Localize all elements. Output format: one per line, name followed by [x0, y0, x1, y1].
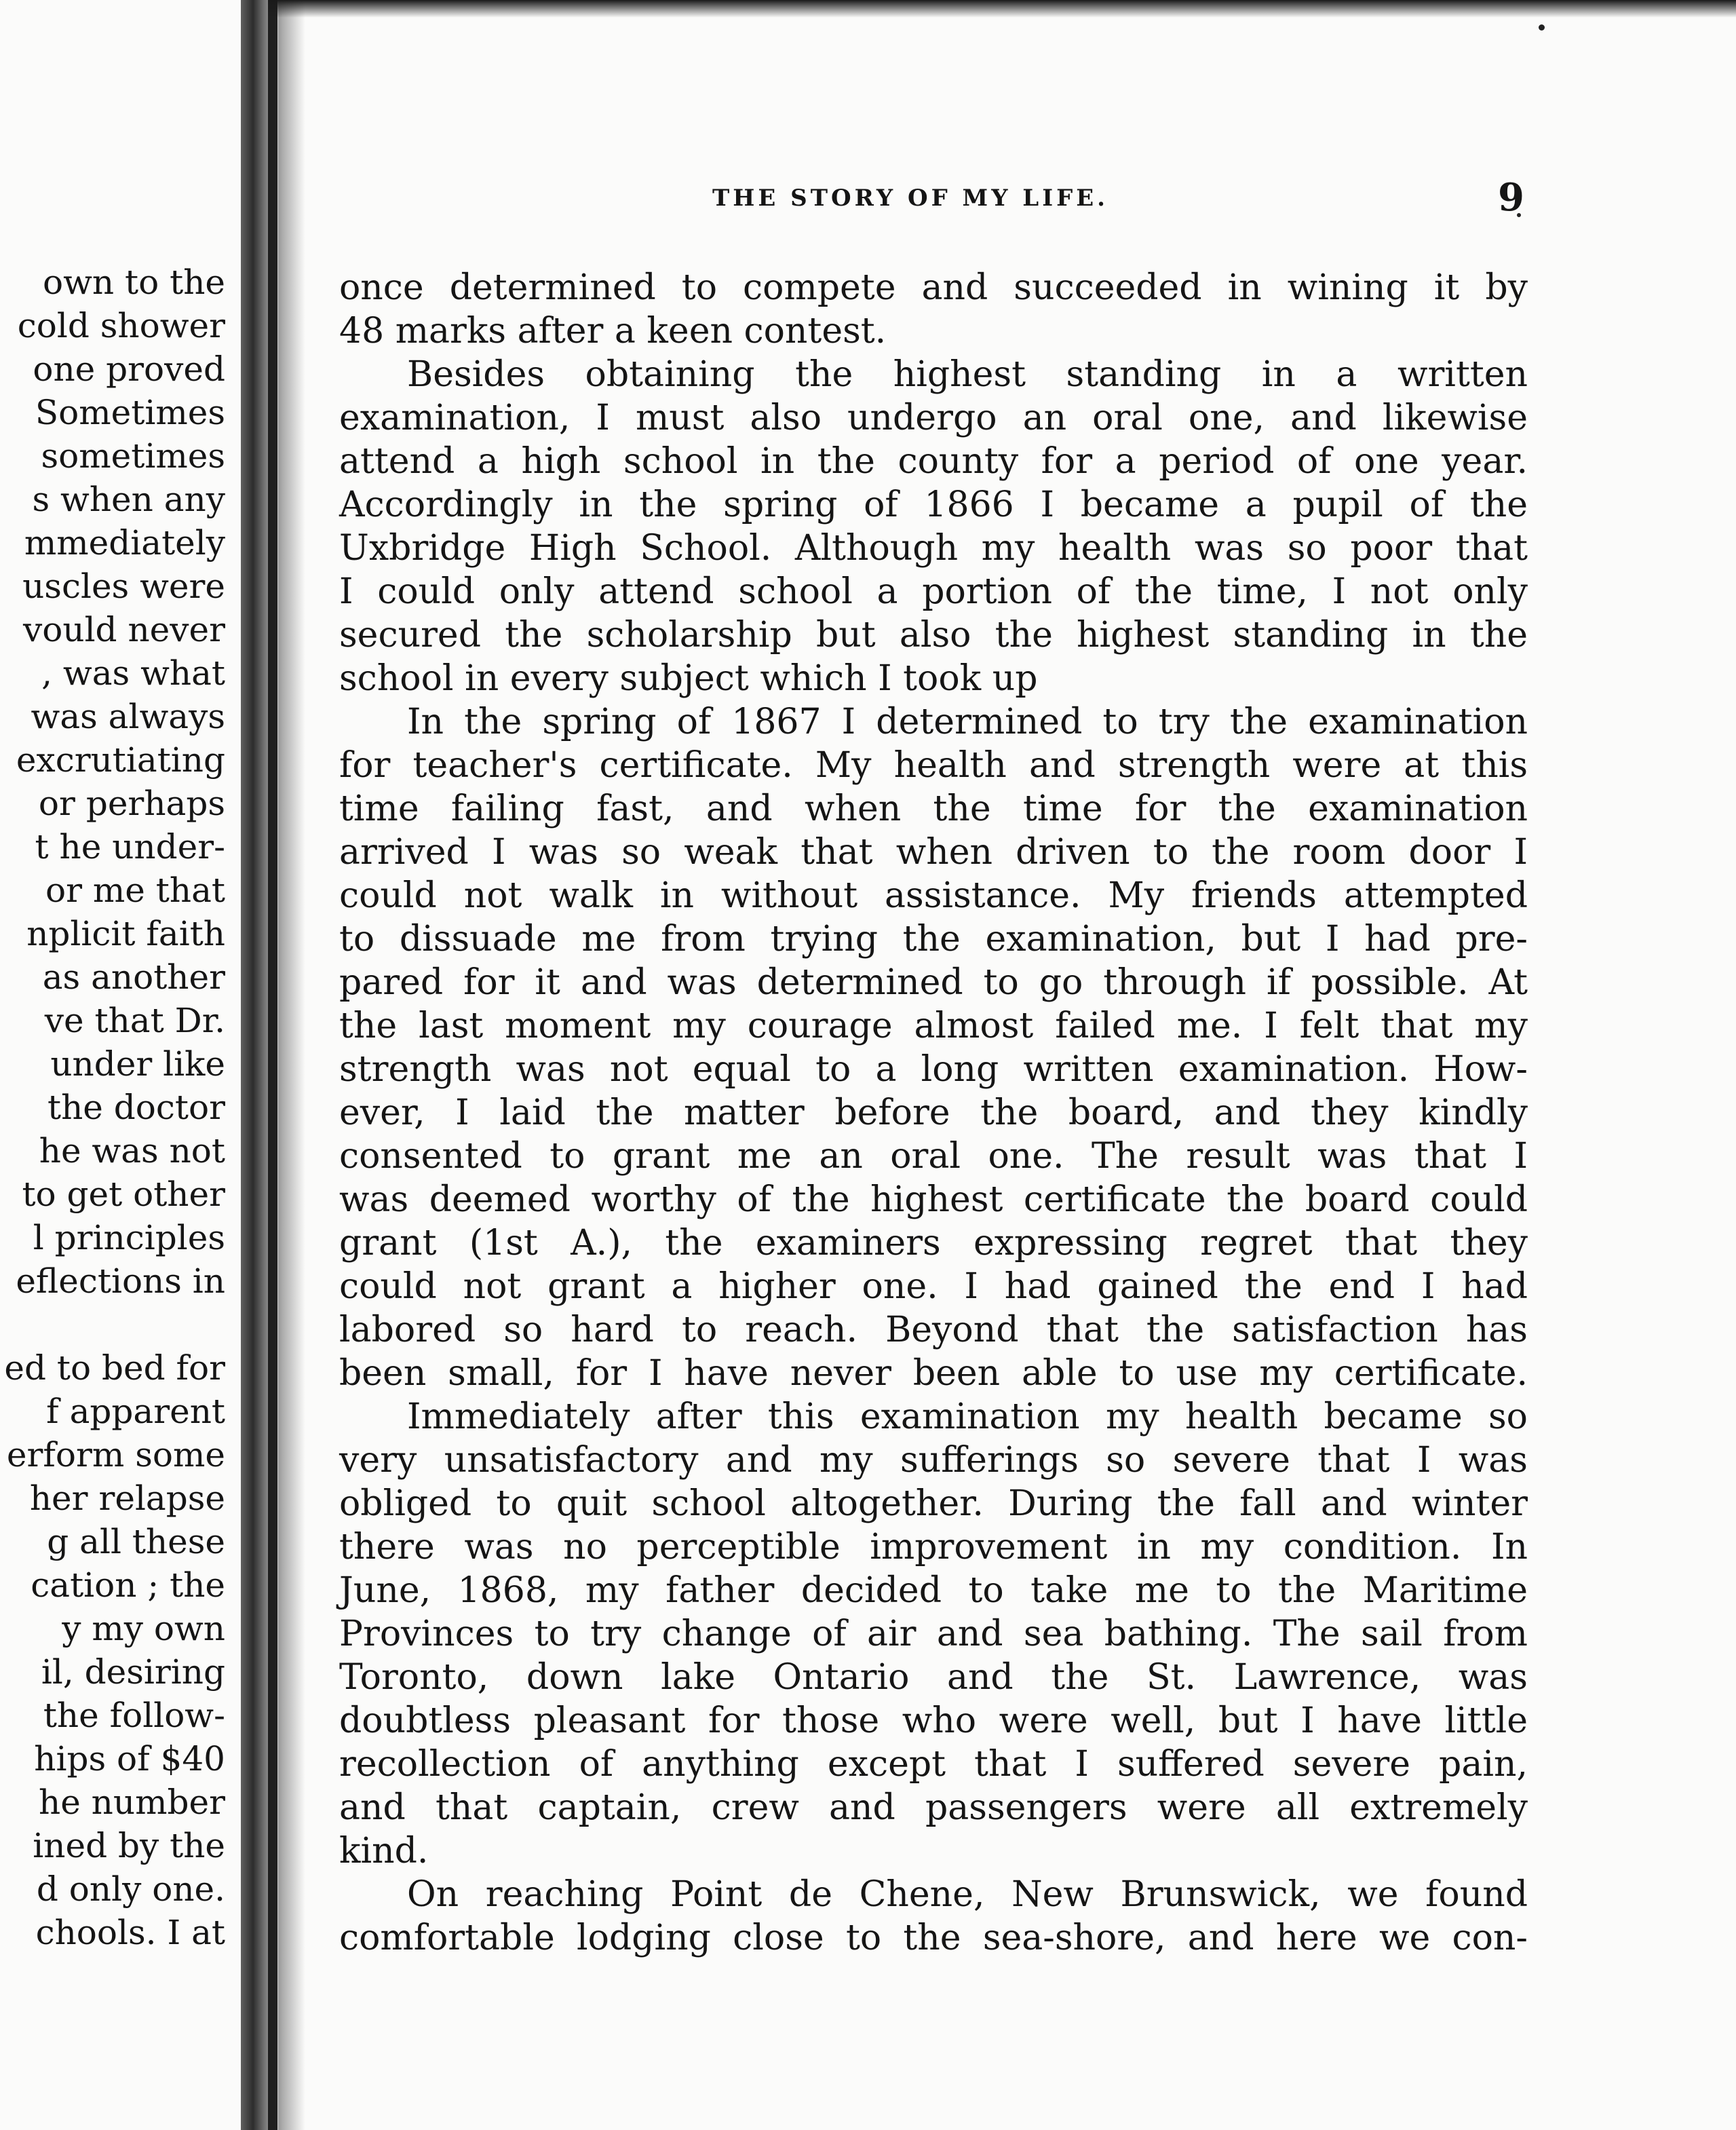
paragraph-start-line: Besides obtaining the highest standing in a written	[407, 354, 1528, 395]
text-line: pared for it and was determined to go through if possible. At	[339, 962, 1528, 1003]
text-line: been small, for I have never been able to use my certificate.	[339, 1353, 1528, 1394]
left-page-line: erform some	[6, 1435, 225, 1475]
left-page-line: Sometimes	[35, 393, 225, 432]
left-page-line: her relapse	[29, 1479, 225, 1518]
left-page-line: one proved	[33, 349, 225, 389]
left-page-line: vould never	[23, 610, 225, 649]
left-page-line: mmediately	[24, 523, 225, 563]
text-line: Accordingly in the spring of 1866 I became a pupil of the	[339, 484, 1528, 525]
left-page-line: or me that	[45, 871, 225, 910]
left-page-line: under like	[50, 1044, 225, 1084]
left-page-line: nplicit faith	[26, 914, 225, 953]
text-line: strength was not equal to a long written examination. How-	[339, 1049, 1528, 1090]
text-line: doubtless pleasant for those who were well, but I have little	[339, 1700, 1528, 1741]
text-line: once determined to compete and succeeded in wining it by	[339, 267, 1528, 308]
text-line: comfortable lodging close to the sea-shore, and here we con-	[339, 1918, 1528, 1958]
left-page-line: y my own	[62, 1609, 225, 1648]
paragraph-start-line: In the spring of 1867 I determined to try the examination	[407, 702, 1528, 742]
left-page-line: l principles	[33, 1218, 225, 1257]
text-line: and that captain, crew and passengers were all extremely	[339, 1787, 1528, 1828]
left-page-line: chools. I at	[35, 1913, 225, 1952]
left-page-line: cold shower	[17, 306, 225, 345]
text-line: June, 1868, my father decided to take me to the Maritime	[339, 1570, 1528, 1611]
text-line: for teacher's certificate. My health and strength were at this	[339, 745, 1528, 786]
left-page-line: ve that Dr.	[44, 1001, 225, 1040]
text-line: secured the scholarship but also the highest standing in the	[339, 615, 1528, 655]
left-page-line: was always	[31, 697, 225, 736]
text-line: time failing fast, and when the time for the examination	[339, 788, 1528, 829]
text-line: was deemed worthy of the highest certificate the board could	[339, 1179, 1528, 1220]
left-page-line: as another	[42, 957, 225, 997]
running-title: THE STORY OF MY LIFE.	[712, 185, 1109, 212]
text-line: to dissuade me from trying the examination, but I had pre-	[339, 919, 1528, 959]
top-edge-shadow	[268, 0, 1736, 18]
left-page-line: hips of $40	[34, 1739, 225, 1779]
text-line: ever, I laid the matter before the board, and they kindly	[339, 1092, 1528, 1133]
text-line: 48 marks after a keen contest.	[339, 311, 887, 351]
left-page-line: f apparent	[46, 1392, 225, 1431]
left-page-line: uscles were	[22, 567, 225, 606]
text-line: could not grant a higher one. I had gained the end I had	[339, 1266, 1528, 1307]
left-page-line: sometimes	[41, 436, 225, 476]
left-facing-page	[0, 261, 225, 1998]
left-page-line: il, desiring	[41, 1652, 225, 1692]
text-line: very unsatisfactory and my sufferings so severe that I was	[339, 1440, 1528, 1481]
left-page-line: excrutiating	[16, 740, 225, 780]
paragraph-start-line: Immediately after this examination my health became so	[407, 1396, 1528, 1437]
left-page-line: he number	[39, 1783, 225, 1822]
left-page-line: or perhaps	[38, 784, 225, 823]
text-line: Uxbridge High School. Although my health was so poor that	[339, 528, 1528, 569]
ink-speck	[1539, 24, 1545, 31]
text-line: consented to grant me an oral one. The result was that I	[339, 1136, 1528, 1177]
gutter-shadow	[278, 0, 305, 2130]
text-line: there was no perceptible improvement in my condition. In	[339, 1527, 1528, 1567]
text-line: the last moment my courage almost failed me. I felt that my	[339, 1006, 1528, 1046]
text-line: kind.	[339, 1831, 429, 1871]
text-line: Toronto, down lake Ontario and the St. Lawrence, was	[339, 1657, 1528, 1698]
text-line: could not walk in without assistance. My friends attempted	[339, 875, 1528, 916]
text-line: obliged to quit school altogether. During the fall and winter	[339, 1483, 1528, 1524]
paragraph-start-line: On reaching Point de Chene, New Brunswick, we found	[407, 1874, 1528, 1915]
text-line: recollection of anything except that I suffered severe pain,	[339, 1744, 1528, 1785]
text-line: grant (1st A.), the examiners expressing regret that they	[339, 1223, 1528, 1263]
left-page-line: he was not	[39, 1131, 225, 1171]
body-text	[339, 266, 1528, 1960]
left-page-line: cation ; the	[31, 1565, 225, 1605]
left-page-line: d only one.	[36, 1869, 225, 1909]
left-page-line: eflections in	[16, 1261, 225, 1301]
left-page-line: the follow-	[43, 1696, 225, 1735]
text-line: I could only attend school a portion of the time, I not only	[339, 571, 1528, 612]
left-page-line: the doctor	[47, 1088, 225, 1127]
binding-fold	[268, 0, 277, 2130]
text-line: arrived I was so weak that when driven to the room door I	[339, 832, 1528, 873]
page-number: 9	[1498, 175, 1524, 220]
left-page-line: g all these	[47, 1522, 225, 1561]
text-line: school in every subject which I took up	[339, 658, 1038, 699]
left-page-line: ined by the	[33, 1826, 225, 1865]
left-page-line: to get other	[22, 1175, 225, 1214]
left-page-line: , was what	[41, 653, 225, 693]
text-line: labored so hard to reach. Beyond that the satisfaction has	[339, 1310, 1528, 1350]
text-line: attend a high school in the county for a period of one year.	[339, 441, 1528, 482]
text-line: Provinces to try change of air and sea bathing. The sail from	[339, 1614, 1528, 1654]
left-page-line: own to the	[43, 263, 225, 302]
text-line: examination, I must also undergo an oral one, and likewise	[339, 398, 1528, 438]
left-page-line: t he under-	[35, 827, 225, 867]
left-page-line: s when any	[32, 480, 225, 519]
left-page-line: ed to bed for	[4, 1348, 225, 1388]
